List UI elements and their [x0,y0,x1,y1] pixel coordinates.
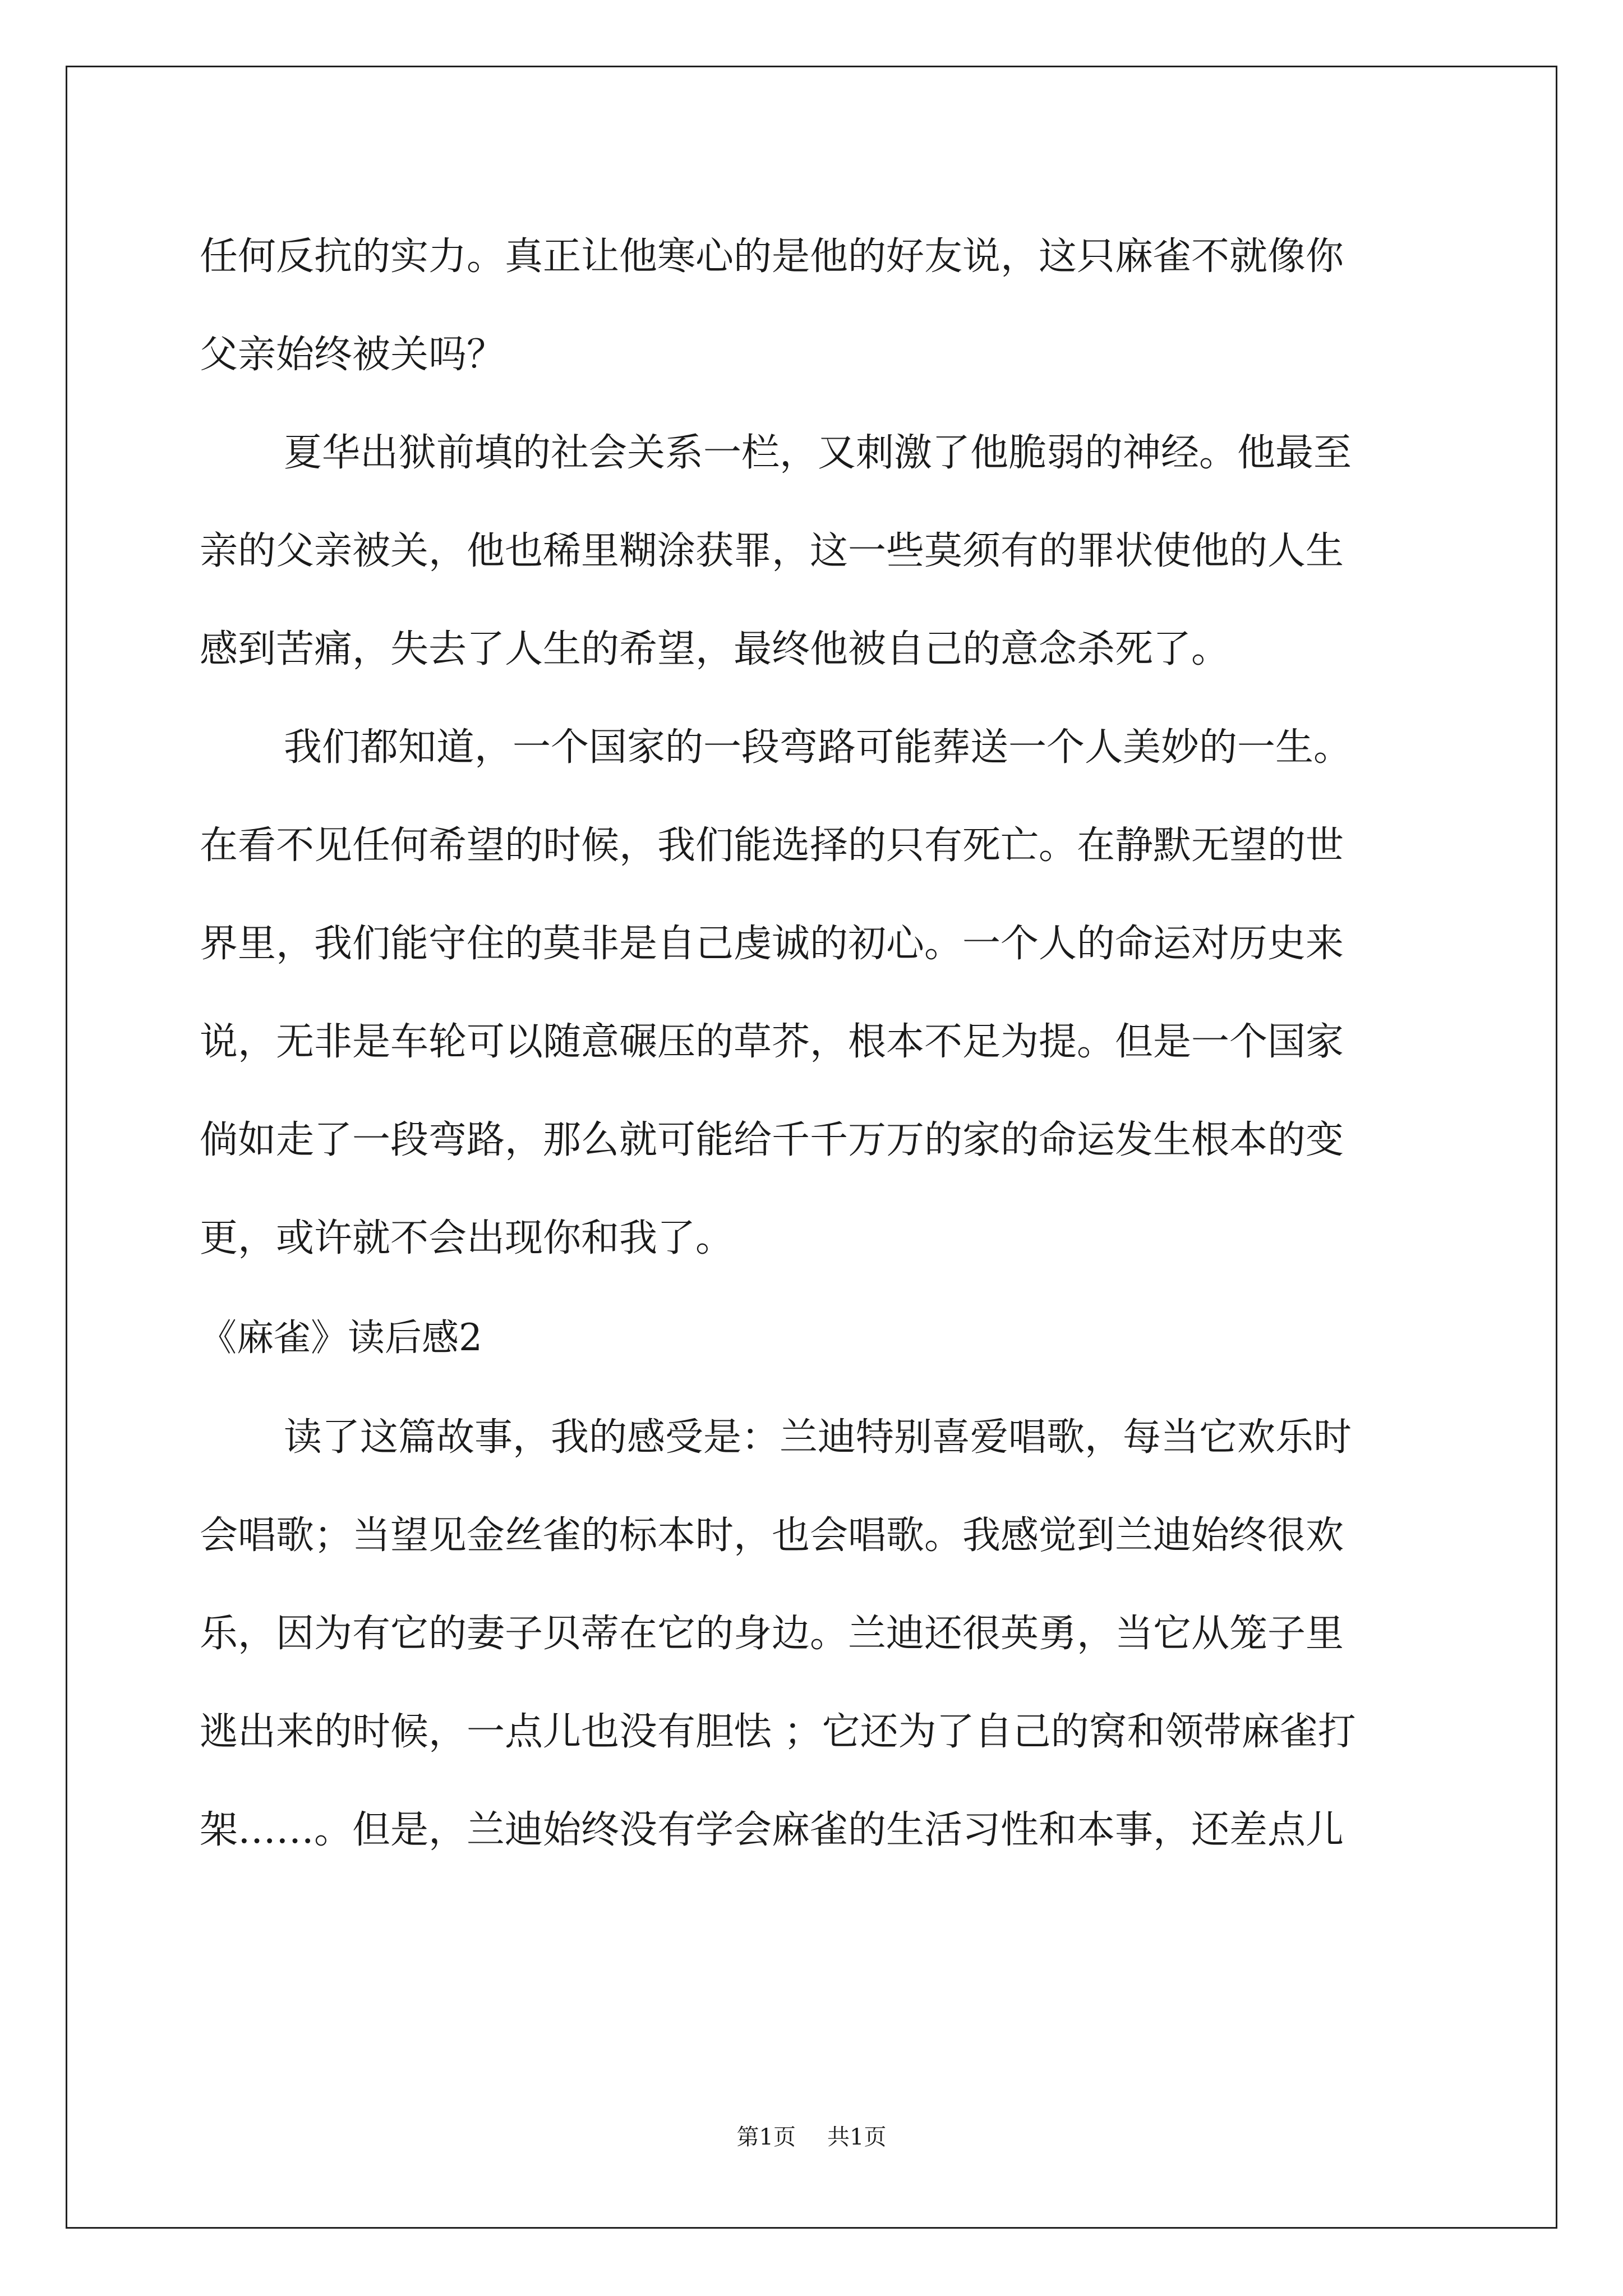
section-heading: 《麻雀》读后感2 [200,1316,482,1359]
text-line: 说，无非是车轮可以随意碾压的草芥，根本不足为提。但是一个国家 [200,1020,1344,1064]
page-footer [0,2120,1623,2154]
text-line: 架……。但是，兰迪始终没有学会麻雀的生活习性和本事，还差点儿 [200,1808,1344,1852]
text-line: 亲的父亲被关，他也稀里糊涂获罪，这一些莫须有的罪状使他的人生 [200,529,1344,573]
text-line: 任何反抗的实力。真正让他寒心的是他的好友说，这只麻雀不就像你 [200,234,1344,279]
paragraph [200,1388,1426,1879]
text-line: 会唱歌；当望见金丝雀的标本时，也会唱歌。我感觉到兰迪始终很欢 [200,1513,1344,1558]
paragraph [200,208,1426,404]
paragraph [200,404,1426,698]
text-line: 在看不见任何希望的时候，我们能选择的只有死亡。在静默无望的世 [200,823,1344,868]
text-line: 读了这篇故事，我的感受是：兰迪特别喜爱唱歌，每当它欢乐时 [284,1415,1352,1460]
document-body [200,208,1426,1879]
text-line: 父亲始终被关吗？ [200,333,505,377]
text-line: 逃出来的时候，一点儿也没有胆怯 ；它还为了自己的窝和领带麻雀打 [200,1710,1356,1754]
page-total: 共1页 [827,2124,887,2150]
text-line: 界里，我们能守住的莫非是自己虔诚的初心。一个人的命运对历史来 [200,922,1344,966]
text-line: 倘如走了一段弯路，那么就可能给千千万万的家的命运发生根本的变 [200,1118,1344,1162]
page-number: 第1页 [736,2124,796,2150]
text-line: 更，或许就不会出现你和我了。 [200,1216,734,1260]
text-line: 乐，因为有它的妻子贝蒂在它的身边。兰迪还很英勇，当它从笼子里 [200,1612,1344,1656]
text-line: 感到苦痛，失去了人生的希望，最终他被自己的意念杀死了。 [200,627,1230,671]
text-line: 夏华出狱前填的社会关系一栏，又刺激了他脆弱的神经。他最至 [284,431,1352,475]
paragraph [200,698,1426,1287]
text-line: 我们都知道，一个国家的一段弯路可能葬送一个人美妙的一生。 [284,725,1352,770]
